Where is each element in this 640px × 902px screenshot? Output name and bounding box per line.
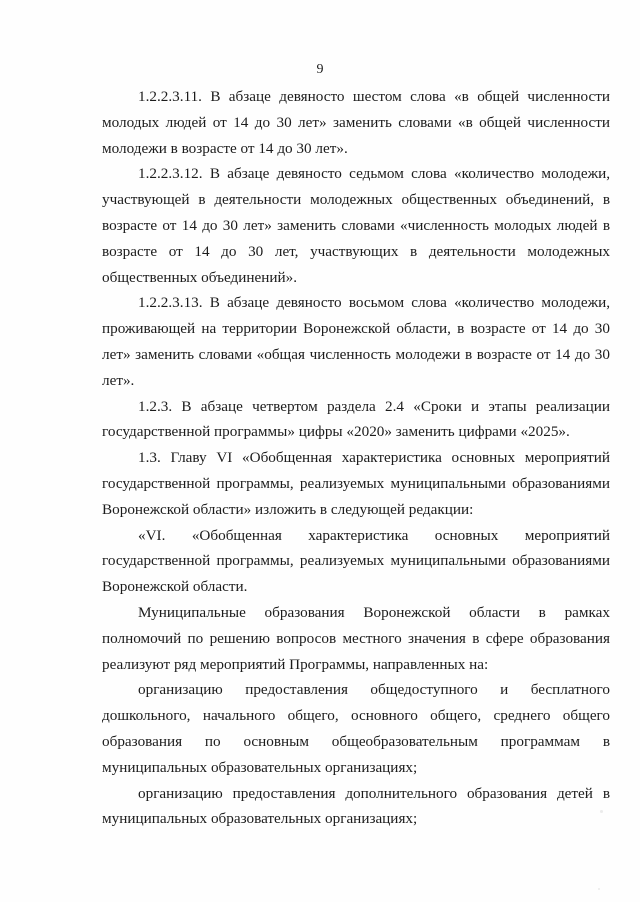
scan-speck [600, 810, 603, 813]
chapter-vi-heading: «VI. «Обобщенная характеристика основных мероприятий государственной программы, реализуемых муниципальными образованиями Воронежской области. [102, 526, 610, 596]
document-body [102, 84, 610, 832]
scan-speck [598, 888, 600, 890]
paragraph-1-2-3: 1.2.3. В абзаце четвертом раздела 2.4 «Сроки и этапы реализации государственной программы» цифры «2020» заменить цифрами «2025». [102, 397, 610, 441]
paragraph-1-2-2-3-12: 1.2.2.3.12. В абзаце девяносто седьмом слова «количество молодежи, участвующей в деятельности молодежных общественных объединений, в возрасте от 14 до 30 лет» заменить словами «численность молодых людей в возрасте от 14 до 30 лет, участвующих в деятельности молодежных общественных объединений». [102, 165, 610, 286]
list-item-additional-education: организацию предоставления дополнительного образования детей в муниципальных образовательных организациях; [102, 784, 610, 828]
paragraph-1-2-2-3-13: 1.2.2.3.13. В абзаце девяносто восьмом слова «количество молодежи, проживающей на территории Воронежской области, в возрасте от 14 до 30 лет» заменить словами «общая численность молодежи в возрасте от 14 до 30 лет». [102, 294, 610, 389]
paragraph-1-3: 1.3. Главу VI «Обобщенная характеристика основных мероприятий государственной программы, реализуемых муниципальными образованиями Воронежской области» изложить в следующей редакции: [102, 449, 610, 518]
paragraph-municipal-intro: Муниципальные образования Воронежской области в рамках полномочий по решению вопросов местного значения в сфере образования реализуют ряд мероприятий Программы, направленных на: [102, 603, 610, 673]
list-item-general-education: организацию предоставления общедоступного и бесплатного дошкольного, начального общего, основного общего, среднего общего образования по основным общеобразовательным программам в муниципальных образовательных организациях; [102, 681, 610, 776]
page-number: 9 [316, 62, 324, 77]
paragraph-1-2-2-3-11: 1.2.2.3.11. В абзаце девяносто шестом слова «в общей численности молодых людей от 14 до 30 лет» заменить словами «в общей численности молодежи в возрасте от 14 до 30 лет». [102, 88, 610, 157]
